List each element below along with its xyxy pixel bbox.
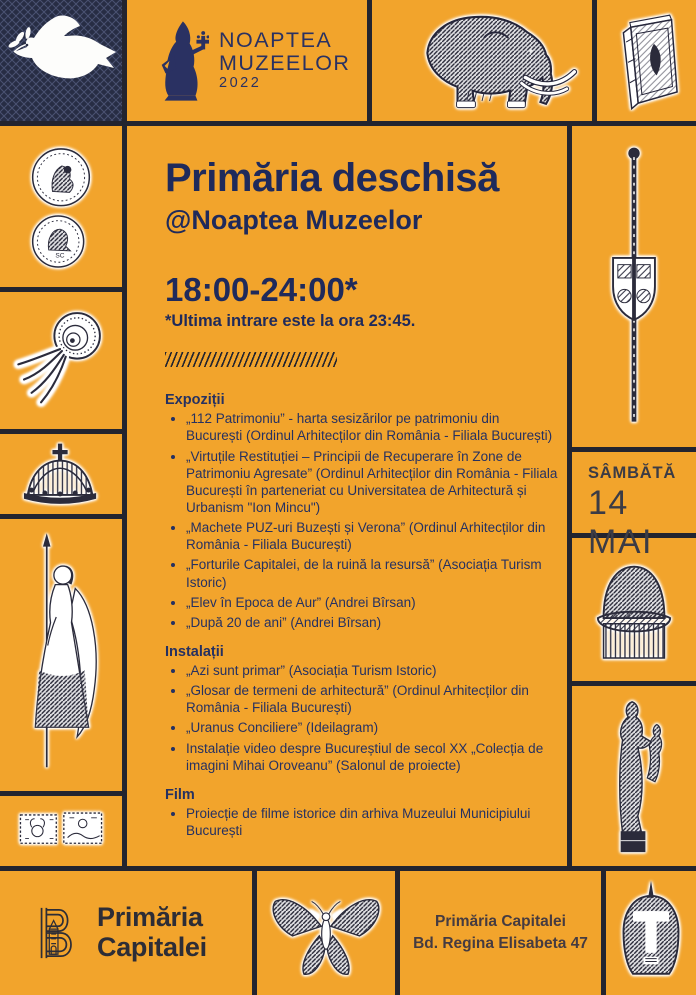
butterfly-panel	[257, 871, 395, 995]
expozitii-list	[165, 410, 558, 631]
hatch-divider	[165, 352, 337, 367]
city-hall-logo-line1: Primăria	[97, 902, 203, 933]
list-item: • „Azi sunt primar” (Asociația Turism Istoric)	[186, 662, 558, 679]
list-item: • Instalație video despre Bucureștiul de secol XX „Colecția de imagini Mihai Oroveanu” (Salonul de proiecte)	[186, 740, 558, 774]
event-logo-text	[219, 29, 350, 91]
night-watchman-icon	[153, 18, 209, 104]
poster-subtitle: @Noaptea Muzeelor	[165, 205, 423, 235]
list-item: • „Forturile Capitalei, de la ruină la resursă” (Asociația Turism Istoric)	[186, 556, 558, 590]
dome-hat-panel	[572, 538, 696, 681]
figurine-illustration	[575, 690, 693, 862]
dove-illustration	[0, 0, 122, 121]
event-logo-line1: NOAPTEA	[219, 28, 333, 53]
section-heading-instalatii: Instalații	[165, 644, 224, 661]
list-item: • „Glosar de termeni de arhitectură” (Ordinul Arhitecților din România - Filiala București)	[186, 682, 558, 716]
section-heading-expozitii: Expoziții	[165, 392, 225, 409]
event-date-day: SÂMBĂTĂ	[588, 464, 677, 482]
coins-panel	[0, 126, 122, 287]
list-item: • „Uranus Conciliere” (Ideilagram)	[186, 719, 558, 736]
mammoth-panel	[372, 0, 592, 121]
city-hall-logo-text	[97, 903, 207, 962]
mace-panel	[572, 126, 696, 447]
mace-illustration	[575, 134, 693, 440]
book-panel	[597, 0, 696, 121]
film-list	[165, 805, 558, 839]
list-item: • „112 Patrimoniu” - harta sesizărilor pe patrimoniu din București (Ordinul Arhitecților din România - Filiala București)	[186, 410, 558, 444]
event-date	[572, 452, 696, 561]
butterfly-illustration	[260, 875, 392, 991]
dome-hat-illustration	[575, 542, 693, 678]
city-hall-logo-line2: Capitalei	[97, 932, 207, 962]
event-logo-year: 2022	[219, 75, 262, 92]
b-monogram-icon	[30, 901, 84, 965]
list-item: • „Virtuțile Restituției – Principii de Recuperare în Zone de Patrimoniu Agresate” (Ordinul Arhitecților din România - Filiala București în parteneriat cu Universitatea de Arhitectură și Urbanism "Ion Mincu")	[186, 448, 558, 517]
main-content	[127, 126, 567, 866]
list-item: • Proiecție de filme istorice din arhiva Muzeului Municipiului București	[186, 805, 558, 839]
event-logo	[127, 0, 367, 121]
poster-title: Primăria deschisă	[165, 156, 499, 200]
crown-panel	[0, 434, 122, 514]
book-illustration	[601, 5, 693, 117]
figurine-panel	[572, 686, 696, 866]
event-date-value: 14 MAI	[588, 484, 653, 561]
mammoth-illustration	[376, 4, 588, 118]
address-line1: Primăria Capitalei	[435, 912, 566, 930]
winged-statue-illustration	[3, 524, 119, 786]
stamps-panel	[0, 796, 122, 866]
event-hours-note: *Ultima intrare este la ora 23:45.	[165, 312, 416, 331]
address-line2: Bd. Regina Elisabeta 47	[413, 935, 588, 952]
section-heading-film: Film	[165, 786, 195, 803]
helmet-illustration	[608, 877, 694, 989]
address-block	[400, 871, 601, 995]
dove-panel	[0, 0, 122, 121]
coins-illustration	[3, 131, 119, 283]
event-hours: 18:00-24:00*	[165, 271, 358, 309]
event-logo-line2: MUZEELOR	[219, 50, 351, 75]
ammonite-panel	[0, 292, 122, 429]
list-item: • „După 20 de ani” (Andrei Bîrsan)	[186, 614, 558, 631]
city-hall-logo	[0, 871, 252, 995]
list-item: • „Elev în Epoca de Aur” (Andrei Bîrsan)	[186, 594, 558, 611]
list-item: • „Machete PUZ-uri Buzești și Verona” (Ordinul Arhitecților din România - Filiala București)	[186, 519, 558, 553]
crown-illustration	[3, 436, 119, 512]
winged-statue-panel	[0, 519, 122, 791]
svg-text:SC: SC	[55, 252, 65, 260]
stamps-illustration	[3, 798, 119, 864]
helmet-panel	[606, 871, 696, 995]
ammonite-illustration	[3, 296, 119, 426]
instalatii-list	[165, 662, 558, 774]
